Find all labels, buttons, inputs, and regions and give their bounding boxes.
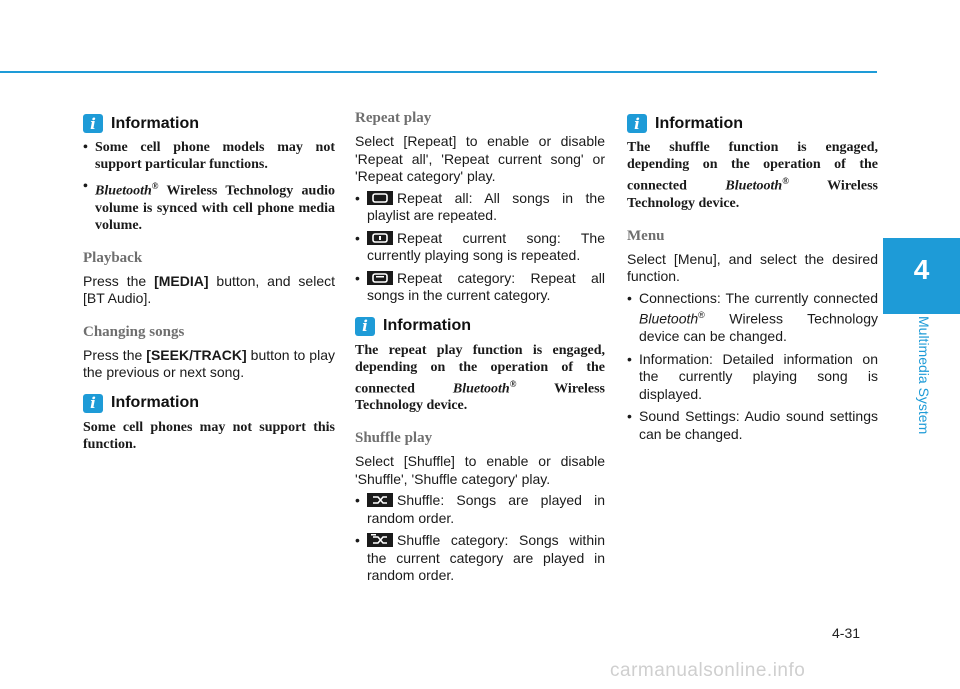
text: Press the [83, 272, 155, 289]
playback-text [83, 273, 335, 308]
list-item [627, 290, 878, 346]
text: Wireless Technology device. [355, 381, 605, 414]
text: Press the [83, 346, 147, 363]
changing-songs-text [83, 347, 335, 382]
page-number: 4-31 [832, 625, 861, 641]
info-list-1 [83, 139, 335, 234]
info-text-4 [627, 139, 878, 212]
info-title: Information [111, 394, 199, 412]
info-heading-2 [83, 394, 335, 413]
column-2 [355, 100, 605, 590]
column-1 [83, 100, 335, 453]
shuffle-category-icon [367, 533, 393, 547]
text: The shuffle function is engaged, depending on the operation of the connected [627, 140, 878, 194]
repeat-intro: Select [Repeat] to enable or disable 'Repeat all', 'Repeat current song' or 'Repeat category' play. [355, 133, 605, 184]
chapter-side-label [890, 316, 930, 446]
header-rule [0, 71, 877, 73]
text: Wireless Technology device. [627, 178, 878, 211]
menu-list [627, 290, 878, 444]
list-item [355, 532, 605, 585]
seek-track-key: [SEEK/TRACK] [146, 346, 247, 363]
list-item [83, 178, 335, 234]
reg-mark: ® [151, 181, 159, 191]
reg-mark: ® [698, 310, 705, 321]
list-item [355, 190, 605, 225]
list-item: • Some cell phone models may not support particular functions. [83, 139, 335, 173]
chapter-tab [883, 238, 960, 314]
changing-songs-heading: Changing songs [83, 323, 185, 340]
menu-heading: Menu [627, 227, 665, 244]
chapter-number: 4 [913, 254, 930, 285]
list-item-text: Repeat all: All songs in the playlist are repeated. [367, 189, 605, 223]
bluetooth-text: Bluetooth [639, 310, 699, 327]
info-title: Information [111, 114, 199, 132]
info-title: Information [655, 114, 743, 132]
list-item [355, 492, 605, 527]
list-item-text: Repeat current song: The currently playing song is repeated. [367, 229, 605, 263]
repeat-list [355, 190, 605, 305]
playback-heading: Playback [83, 249, 143, 266]
info-text-3 [355, 342, 605, 415]
reg-mark: ® [782, 176, 789, 186]
repeat-category-icon [367, 271, 393, 285]
info-text-2: Some cell phones may not support this function. [83, 419, 335, 452]
column-3 [627, 100, 878, 448]
shuffle-list [355, 492, 605, 585]
text: button to play the previous or next song. [83, 346, 335, 381]
repeat-all-icon [367, 191, 393, 205]
shuffle-icon [367, 493, 393, 507]
list-item: • Sound Settings: Audio sound settings can be changed. [627, 408, 878, 443]
list-item-text: Shuffle category: Songs within the current category are played in random order. [367, 532, 605, 584]
list-item-text: Shuffle: Songs are played in random order. [367, 492, 605, 526]
info-heading-1 [83, 114, 335, 133]
menu-intro: Select [Menu], and select the desired function. [627, 250, 878, 285]
info-icon: i [627, 114, 647, 133]
bluetooth-text: Bluetooth [452, 381, 510, 397]
reg-mark: ® [509, 378, 517, 389]
text: Connections: The currently connected [639, 289, 878, 306]
shuffle-intro: Select [Shuffle] to enable or disable 'Shuffle', 'Shuffle category' play. [355, 453, 605, 487]
bluetooth-text: Bluetooth [725, 178, 783, 194]
info-heading-4 [627, 114, 878, 133]
list-item: • Information: Detailed information on the currently playing song is displayed. [627, 351, 878, 404]
repeat-heading: Repeat play [355, 110, 432, 126]
bluetooth-text: Bluetooth [95, 183, 152, 199]
chapter-title: Multimedia System [916, 316, 932, 435]
info-icon: i [83, 114, 103, 133]
list-item [355, 270, 605, 305]
watermark: carmanualsonline.info [610, 660, 806, 681]
list-item-text: Wireless Technology audio volume is synced with cell phone media volume. [95, 183, 335, 233]
text: Wireless Technology device can be changed. [639, 310, 878, 345]
info-icon: i [355, 317, 375, 336]
info-title: Information [383, 317, 471, 334]
text: button, and select [BT Audio]. [83, 272, 335, 307]
repeat-one-icon [367, 231, 393, 245]
list-item [355, 230, 605, 265]
text: The repeat play function is engaged, depending on the operation of the connected [355, 342, 605, 397]
media-key: [MEDIA] [154, 272, 209, 289]
info-heading-3 [355, 317, 605, 336]
shuffle-heading: Shuffle play [355, 430, 433, 447]
list-item-text: Repeat category: Repeat all songs in the current category. [367, 269, 605, 303]
info-icon: i [83, 394, 103, 413]
